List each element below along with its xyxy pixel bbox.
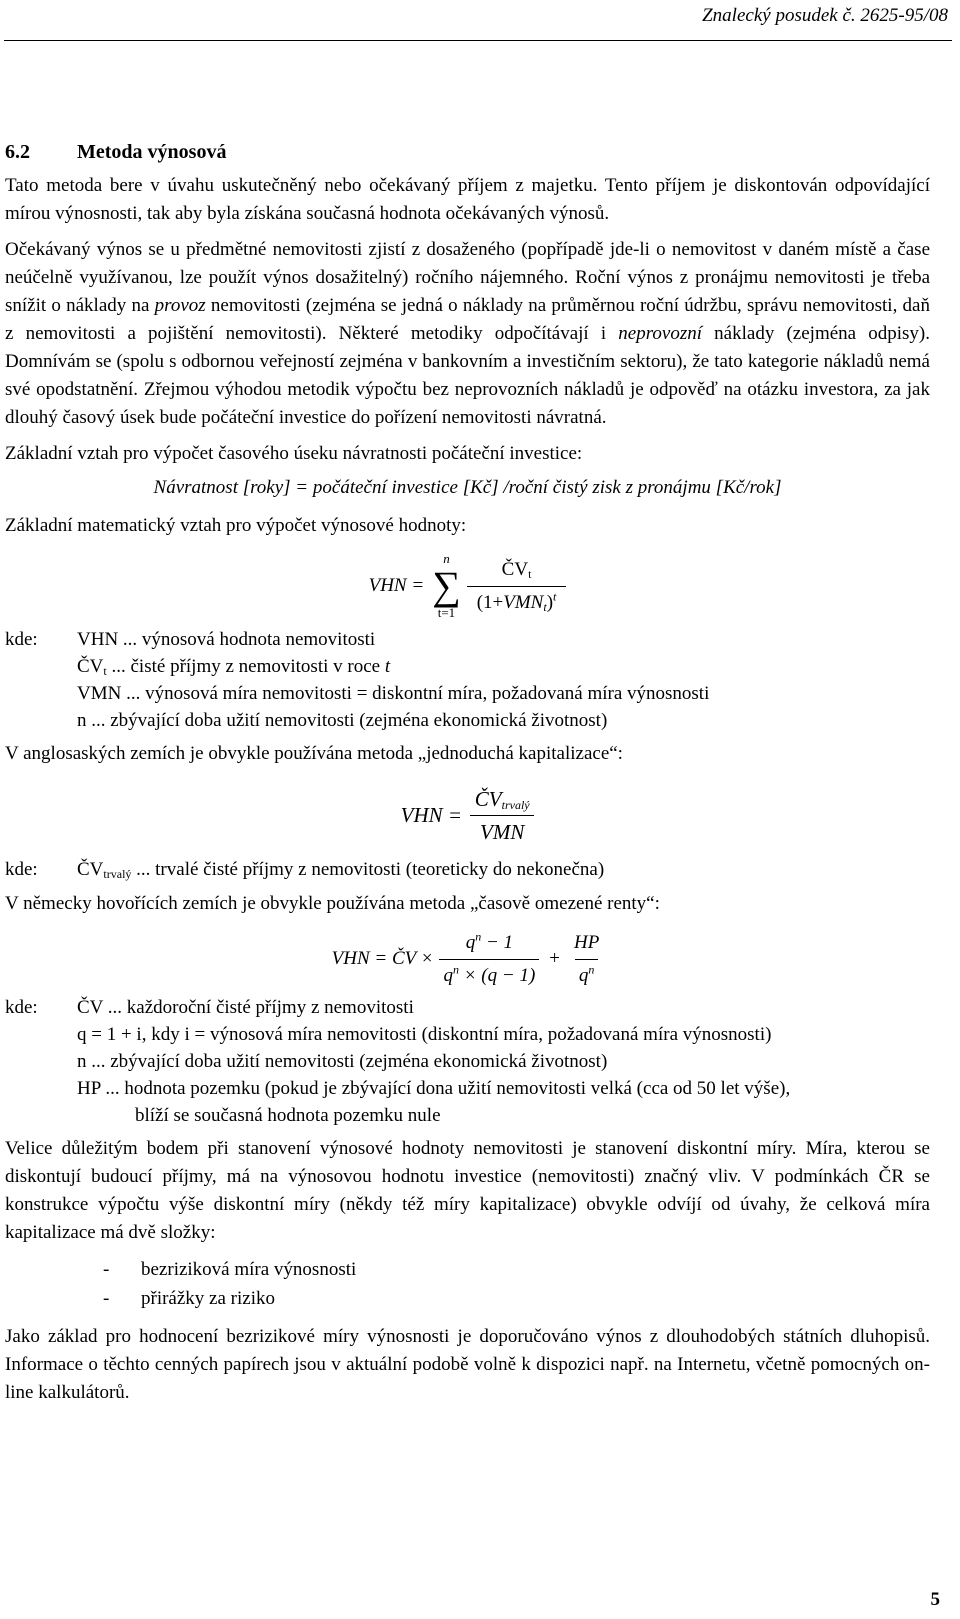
fraction-annuity xyxy=(439,929,539,990)
paragraph-anglo-method: V anglosaských zemích je obvykle používána metoda „jednoduchá kapitalizace“: xyxy=(5,743,623,764)
fraction-land-value xyxy=(570,929,603,990)
paragraph-expected-yield xyxy=(5,236,930,432)
list-item-text: bezriziková míra výnosnosti xyxy=(141,1259,357,1280)
definition-text: ... trvalé čisté příjmy z nemovitosti (teoreticky do nekonečna) xyxy=(131,859,605,880)
section-heading xyxy=(5,138,930,166)
denominator xyxy=(439,959,539,990)
fraction-cv-over-discount xyxy=(467,556,567,617)
emphasis-neprovozni: neprovozní xyxy=(618,323,703,344)
sum-lower-limit: t=1 xyxy=(437,605,456,620)
paragraph-return-relation: Základní vztah pro výpočet časového úseku návratnosti počáteční investice: xyxy=(5,443,583,464)
denominator-symbol: q xyxy=(578,964,589,986)
formula-lhs: VHN = ČV × xyxy=(331,948,434,969)
sum-upper-limit: n xyxy=(443,551,450,566)
definition-item xyxy=(77,653,930,680)
definitions-annuity xyxy=(5,994,930,1129)
paragraph-text: nemovitosti (zejména se jedná o náklady na průměrnou roční údržbu, správu nemovitosti, daň z nemovitosti a pojištění nemovitosti). Některé metodiky odpočítávají i xyxy=(5,295,930,344)
numerator-symbol: ČV xyxy=(501,558,529,580)
fraction-cv-over-vmn xyxy=(470,785,534,846)
components-list xyxy=(5,1255,930,1313)
numerator-exponent: n xyxy=(475,929,482,944)
sum-operator xyxy=(432,552,461,620)
definition-list xyxy=(77,856,930,884)
numerator-symbol: q xyxy=(465,931,476,953)
formula-lhs: VHN = xyxy=(400,803,463,827)
page-content xyxy=(5,138,930,1415)
paragraph-german-method: V německy hovořících zemích je obvykle používána metoda „časově omezené renty“: xyxy=(5,893,660,914)
denominator xyxy=(467,586,567,617)
definition-item: ČV ... každoroční čisté příjmy z nemovitosti xyxy=(77,997,414,1018)
definition-text: ... čisté příjmy z nemovitosti v roce xyxy=(106,656,385,677)
kde-label: kde: xyxy=(5,859,38,880)
paragraph-text: Očekávaný výnos se u předmětné nemovitosti zjistí z dosaženého (popřípadě jde-li o nemovitost v daném místě a čase neúčelně využívanou, lze použít výnos dosažitelný) ročního nájemného. Roční výnos z pronájmu nemovitosti je třeba snížit o náklady na xyxy=(5,239,930,316)
list-item xyxy=(5,1255,930,1284)
denominator-exponent: n xyxy=(452,962,459,977)
denominator-exponent: n xyxy=(588,962,595,977)
paragraph-bonds: Jako základ pro hodnocení bezrizikové míry výnosnosti je doporučováno výnos z dlouhodobých státních dluhopisů. Informace o těchto cenných papírech jsou v aktuální podobě volně k dispozici např. na Internetu, včetně pomocných on-line kalkulátorů. xyxy=(5,1326,930,1403)
definition-item: n ... zbývající doba užití nemovitosti (zejména ekonomická životnost) xyxy=(77,710,608,731)
definition-list xyxy=(77,994,930,1129)
list-bullet: - xyxy=(103,1259,110,1280)
definition-item: VMN ... výnosová míra nemovitosti = diskontní míra, požadovaná míra výnosnosti xyxy=(77,683,710,704)
formula-lhs: VHN = xyxy=(368,575,425,596)
definition-item xyxy=(77,856,930,883)
numerator xyxy=(462,929,517,959)
denominator-part: (1+ xyxy=(476,591,504,613)
definition-item: VHN ... výnosová hodnota nemovitosti xyxy=(77,629,376,650)
kde-label: kde: xyxy=(5,629,38,650)
emphasis-provoz: provoz xyxy=(154,295,206,316)
numerator: HP xyxy=(574,931,600,953)
denominator-part: × (q − 1) xyxy=(458,964,536,986)
definition-symbol: ČV xyxy=(77,656,104,677)
denominator-part: ) xyxy=(546,591,554,613)
list-item xyxy=(5,1284,930,1313)
paragraph-intro: Tato metoda bere v úvahu uskutečněný nebo očekávaný příjem z majetku. Tento příjem je diskontován odpovídající mírou výnosnosti, tak aby byla získána současná hodnota očekávaných výnosů. xyxy=(5,175,930,224)
section-title: Metoda výnosová xyxy=(77,141,227,163)
definitions-vhn xyxy=(5,626,930,734)
formula-return: Návratnost [roky] = počáteční investice [Kč] /roční čistý zisk z pronájmu [Kč/rok] xyxy=(153,477,782,498)
paragraph-math-relation: Základní matematický vztah pro výpočet výnosové hodnoty: xyxy=(5,515,467,536)
formula-simple-capitalization xyxy=(5,774,930,856)
kde-label: kde: xyxy=(5,997,38,1018)
definitions-simple xyxy=(5,856,930,884)
denominator-symbol: VMN xyxy=(503,591,544,613)
section-number: 6.2 xyxy=(5,141,30,163)
numerator-symbol: ČV xyxy=(474,786,502,811)
denominator: VMN xyxy=(470,815,534,846)
formula-vhn-sum xyxy=(5,546,930,626)
definition-item-continued: blíží se současná hodnota pozemku nule xyxy=(135,1105,441,1126)
definition-subscript: t xyxy=(103,664,107,678)
sigma-icon: ∑ xyxy=(432,563,461,608)
definition-variable: t xyxy=(384,656,391,677)
numerator xyxy=(498,556,536,586)
denominator-subscript: t xyxy=(543,599,547,614)
denominator-exponent: t xyxy=(553,589,557,604)
formula-limited-annuity xyxy=(5,924,930,994)
plus-sign: + xyxy=(549,948,560,969)
definition-subscript: trvalý xyxy=(103,867,132,881)
definition-symbol: ČV xyxy=(77,859,104,880)
header-rule xyxy=(4,40,952,41)
numerator-part: − 1 xyxy=(481,931,514,953)
list-bullet: - xyxy=(103,1288,110,1309)
definition-item: q = 1 + i, kdy i = výnosová míra nemovitosti (diskontní míra, požadovaná míra výnosnosti) xyxy=(77,1024,772,1045)
definition-item: HP ... hodnota pozemku (pokud je zbývající dona užití nemovitosti velká (cca od 50 let výše), xyxy=(77,1078,791,1099)
document-reference: Znalecký posudek č. 2625-95/08 xyxy=(702,5,948,26)
denominator xyxy=(575,959,599,990)
denominator-symbol: q xyxy=(443,964,453,986)
numerator-subscript: trvalý xyxy=(501,797,530,812)
numerator xyxy=(471,785,534,815)
definition-item: n ... zbývající doba užití nemovitosti (zejména ekonomická životnost) xyxy=(77,1051,608,1072)
definition-list xyxy=(77,626,930,734)
paragraph-discount-rate: Velice důležitým bodem při stanovení výnosové hodnoty nemovitosti je stanovení diskontní míry. Míra, kterou se diskontují budoucí příjmy, má na výnosovou hodnotu investice (nemovitosti) značný vliv. V podmínkách ČR se konstrukce výpočtu výše diskontní míry (někdy též míry kapitalizace) obvykle odvíjí od úvahy, že celková míra kapitalizace má dvě složky: xyxy=(5,1138,930,1243)
paragraph-text: náklady (zejména odpisy). Domnívám se (spolu s odbornou veřejností zejména v bankovním a investičním sektoru), že tato kategorie nákladů nemá své opodstatnění. Zřejmou výhodou metodik výpočtu bez neprovozních nákladů je odpověď na otázku investora, za jak dlouhý časový úsek bude počáteční investice do pořízení nemovitosti návratná. xyxy=(5,323,931,428)
page-number: 5 xyxy=(930,1589,940,1610)
list-item-text: přirážky za riziko xyxy=(141,1288,275,1309)
numerator-subscript: t xyxy=(528,566,532,581)
